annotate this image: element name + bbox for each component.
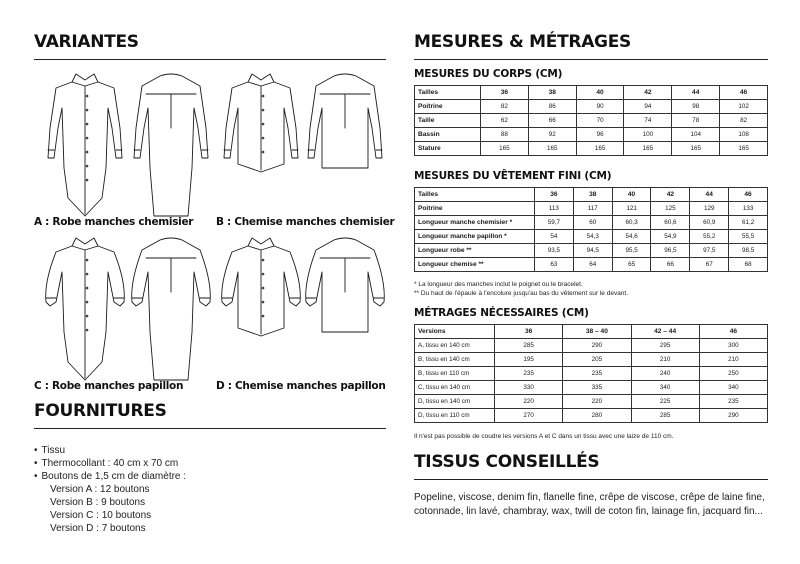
table-cell: 235	[563, 367, 631, 381]
variant-a-caption: A : Robe manches chemisier	[34, 216, 194, 228]
table-cell: 205	[563, 353, 631, 367]
table-header-row	[415, 325, 768, 339]
fabrics-text: Popeline, viscose, denim fin, flanelle fine, crêpe de viscose, crêpe de laine fine, cotonnade, lin lavé, chambray, wax, twill de coton fin, lainage fin, jacquard fin...	[414, 492, 765, 517]
supply-item: • Thermocollant : 40 cm x 70 cm	[34, 457, 186, 470]
table-cell: 102	[720, 100, 768, 114]
fabrics-title: TISSUS CONSEILLÉS	[414, 452, 600, 472]
supplies-list	[34, 444, 186, 535]
row-label-cell: Versions	[415, 325, 495, 339]
table-cell: 59,7	[535, 216, 574, 230]
variant-b-front-drawing	[216, 68, 306, 178]
table-cell: 42	[651, 188, 690, 202]
table-cell: 63	[535, 258, 574, 272]
table-cell: 82	[720, 114, 768, 128]
table-cell: 100	[624, 128, 672, 142]
table-cell: 285	[495, 339, 563, 353]
table-cell: 90	[576, 100, 624, 114]
supply-item: • Tissu	[34, 444, 186, 457]
finished-measures-title: MESURES DU VÊTEMENT FINI (CM)	[414, 170, 612, 182]
yardage-table	[414, 324, 768, 423]
table-cell: 60,9	[690, 216, 729, 230]
table-cell: 129	[690, 202, 729, 216]
row-label-cell: C, tissu en 140 cm	[415, 381, 495, 395]
table-cell: 98	[672, 100, 720, 114]
table-cell: 330	[495, 381, 563, 395]
table-cell: 165	[720, 142, 768, 156]
yardage-note: Il n'est pas possible de coudre les versions A et C dans un tissu avec une laize de 110 cm.	[414, 433, 674, 440]
table-cell: 108	[720, 128, 768, 142]
table-cell: 280	[563, 409, 631, 423]
table-row	[415, 142, 768, 156]
table-cell: 210	[699, 353, 767, 367]
table-cell: 235	[699, 395, 767, 409]
row-label-cell: B, tissu en 140 cm	[415, 353, 495, 367]
table-cell: 54,9	[651, 230, 690, 244]
table-cell: 165	[481, 142, 529, 156]
table-cell: 96	[576, 128, 624, 142]
finished-note-1: * La longueur des manches inclut le poignet ou le bracelet.	[414, 281, 583, 288]
table-cell: 36	[481, 86, 529, 100]
button-count-item: Version B : 9 boutons	[50, 497, 146, 508]
row-label-cell: B, tissu en 110 cm	[415, 367, 495, 381]
row-label-cell: D, tissu en 110 cm	[415, 409, 495, 423]
measures-divider	[414, 59, 768, 60]
table-header-row	[415, 86, 768, 100]
table-cell: 44	[672, 86, 720, 100]
table-cell: 290	[699, 409, 767, 423]
table-cell: 36	[495, 325, 563, 339]
table-cell: 210	[631, 353, 699, 367]
table-cell: 104	[672, 128, 720, 142]
table-row	[415, 230, 768, 244]
table-cell: 95,5	[612, 244, 651, 258]
table-row	[415, 367, 768, 381]
fabrics-divider	[414, 479, 768, 480]
table-cell: 66	[651, 258, 690, 272]
table-cell: 46	[729, 188, 768, 202]
table-row	[415, 244, 768, 258]
table-row	[415, 339, 768, 353]
variants-divider	[34, 59, 386, 60]
variant-c-back-drawing	[126, 232, 216, 382]
table-cell: 165	[576, 142, 624, 156]
table-cell: 97,5	[690, 244, 729, 258]
table-cell: 133	[729, 202, 768, 216]
button-count-item: Version C : 10 boutons	[50, 510, 152, 521]
table-cell: 36	[535, 188, 574, 202]
table-cell: 94	[624, 100, 672, 114]
table-cell: 165	[528, 142, 576, 156]
supplies-divider	[34, 428, 386, 429]
variant-d-caption: D : Chemise manches papillon	[216, 380, 386, 392]
table-cell: 60,3	[612, 216, 651, 230]
supply-item: • Boutons de 1,5 cm de diamètre :	[34, 470, 186, 483]
finished-measures-table	[414, 187, 768, 272]
table-cell: 96,5	[651, 244, 690, 258]
table-cell: 165	[672, 142, 720, 156]
row-label-cell: D, tissu en 140 cm	[415, 395, 495, 409]
table-cell: 335	[563, 381, 631, 395]
table-cell: 117	[573, 202, 612, 216]
table-cell: 240	[631, 367, 699, 381]
table-cell: 82	[481, 100, 529, 114]
row-label-cell: Longueur manche papillon *	[415, 230, 535, 244]
supplies-title: FOURNITURES	[34, 401, 167, 421]
table-cell: 46	[699, 325, 767, 339]
table-cell: 64	[573, 258, 612, 272]
table-cell: 300	[699, 339, 767, 353]
variant-d-back-drawing	[300, 232, 390, 342]
button-count-item: Version A : 12 boutons	[50, 484, 150, 495]
table-cell: 195	[495, 353, 563, 367]
variant-c-caption: C : Robe manches papillon	[34, 380, 184, 392]
table-cell: 165	[624, 142, 672, 156]
body-measures-body	[415, 86, 768, 156]
table-cell: 38 – 40	[563, 325, 631, 339]
row-label-cell: Longueur chemise **	[415, 258, 535, 272]
row-label-cell: A, tissu en 140 cm	[415, 339, 495, 353]
table-row	[415, 100, 768, 114]
table-cell: 92	[528, 128, 576, 142]
table-cell: 40	[612, 188, 651, 202]
table-cell: 42	[624, 86, 672, 100]
yardage-body	[415, 325, 768, 423]
table-cell: 38	[573, 188, 612, 202]
table-cell: 125	[651, 202, 690, 216]
row-label-cell: Poitrine	[415, 100, 481, 114]
table-cell: 220	[563, 395, 631, 409]
button-count-item: Version D : 7 boutons	[50, 523, 146, 534]
table-row	[415, 128, 768, 142]
table-cell: 98,5	[729, 244, 768, 258]
table-row	[415, 353, 768, 367]
table-cell: 38	[528, 86, 576, 100]
table-cell: 68	[729, 258, 768, 272]
table-cell: 121	[612, 202, 651, 216]
table-cell: 78	[672, 114, 720, 128]
body-measures-table	[414, 85, 768, 156]
table-header-row	[415, 188, 768, 202]
table-cell: 62	[481, 114, 529, 128]
variant-b-caption: B : Chemise manches chemisier	[216, 216, 395, 228]
row-label-cell: Taille	[415, 114, 481, 128]
variant-c-front-drawing	[40, 232, 130, 382]
table-cell: 220	[495, 395, 563, 409]
table-cell: 60	[573, 216, 612, 230]
table-cell: 93,5	[535, 244, 574, 258]
table-cell: 54,3	[573, 230, 612, 244]
finished-measures-body	[415, 188, 768, 272]
table-cell: 340	[631, 381, 699, 395]
row-label-cell: Stature	[415, 142, 481, 156]
table-cell: 88	[481, 128, 529, 142]
table-cell: 70	[576, 114, 624, 128]
table-row	[415, 202, 768, 216]
table-cell: 61,2	[729, 216, 768, 230]
body-measures-title: MESURES DU CORPS (CM)	[414, 68, 563, 80]
variant-d-front-drawing	[216, 232, 306, 342]
row-label-cell: Longueur manche chemisier *	[415, 216, 535, 230]
table-cell: 86	[528, 100, 576, 114]
variants-title: VARIANTES	[34, 32, 139, 52]
table-cell: 113	[535, 202, 574, 216]
table-cell: 40	[576, 86, 624, 100]
finished-note-2: ** Du haut de l'épaule à l'encolure jusqu'au bas du vêtement sur le devant.	[414, 290, 629, 297]
table-cell: 54	[535, 230, 574, 244]
table-cell: 285	[631, 409, 699, 423]
table-cell: 67	[690, 258, 729, 272]
table-cell: 270	[495, 409, 563, 423]
table-cell: 290	[563, 339, 631, 353]
table-cell: 74	[624, 114, 672, 128]
table-row	[415, 114, 768, 128]
table-cell: 295	[631, 339, 699, 353]
table-cell: 66	[528, 114, 576, 128]
table-row	[415, 409, 768, 423]
table-row	[415, 258, 768, 272]
table-cell: 44	[690, 188, 729, 202]
table-cell: 42 – 44	[631, 325, 699, 339]
table-cell: 46	[720, 86, 768, 100]
table-cell: 65	[612, 258, 651, 272]
table-cell: 60,6	[651, 216, 690, 230]
table-row	[415, 395, 768, 409]
yardage-title: MÉTRAGES NÉCESSAIRES (CM)	[414, 307, 589, 319]
variant-b-back-drawing	[300, 68, 390, 178]
table-cell: 235	[495, 367, 563, 381]
table-cell: 94,5	[573, 244, 612, 258]
table-cell: 340	[699, 381, 767, 395]
variant-a-front-drawing	[40, 68, 130, 218]
row-label-cell: Tailles	[415, 86, 481, 100]
measures-title: MESURES & MÉTRAGES	[414, 32, 631, 52]
variant-a-back-drawing	[126, 68, 216, 218]
row-label-cell: Poitrine	[415, 202, 535, 216]
row-label-cell: Tailles	[415, 188, 535, 202]
table-cell: 225	[631, 395, 699, 409]
table-cell: 54,6	[612, 230, 651, 244]
table-cell: 55,2	[690, 230, 729, 244]
table-row	[415, 216, 768, 230]
table-row	[415, 381, 768, 395]
table-cell: 250	[699, 367, 767, 381]
row-label-cell: Longueur robe **	[415, 244, 535, 258]
row-label-cell: Bassin	[415, 128, 481, 142]
table-cell: 55,5	[729, 230, 768, 244]
